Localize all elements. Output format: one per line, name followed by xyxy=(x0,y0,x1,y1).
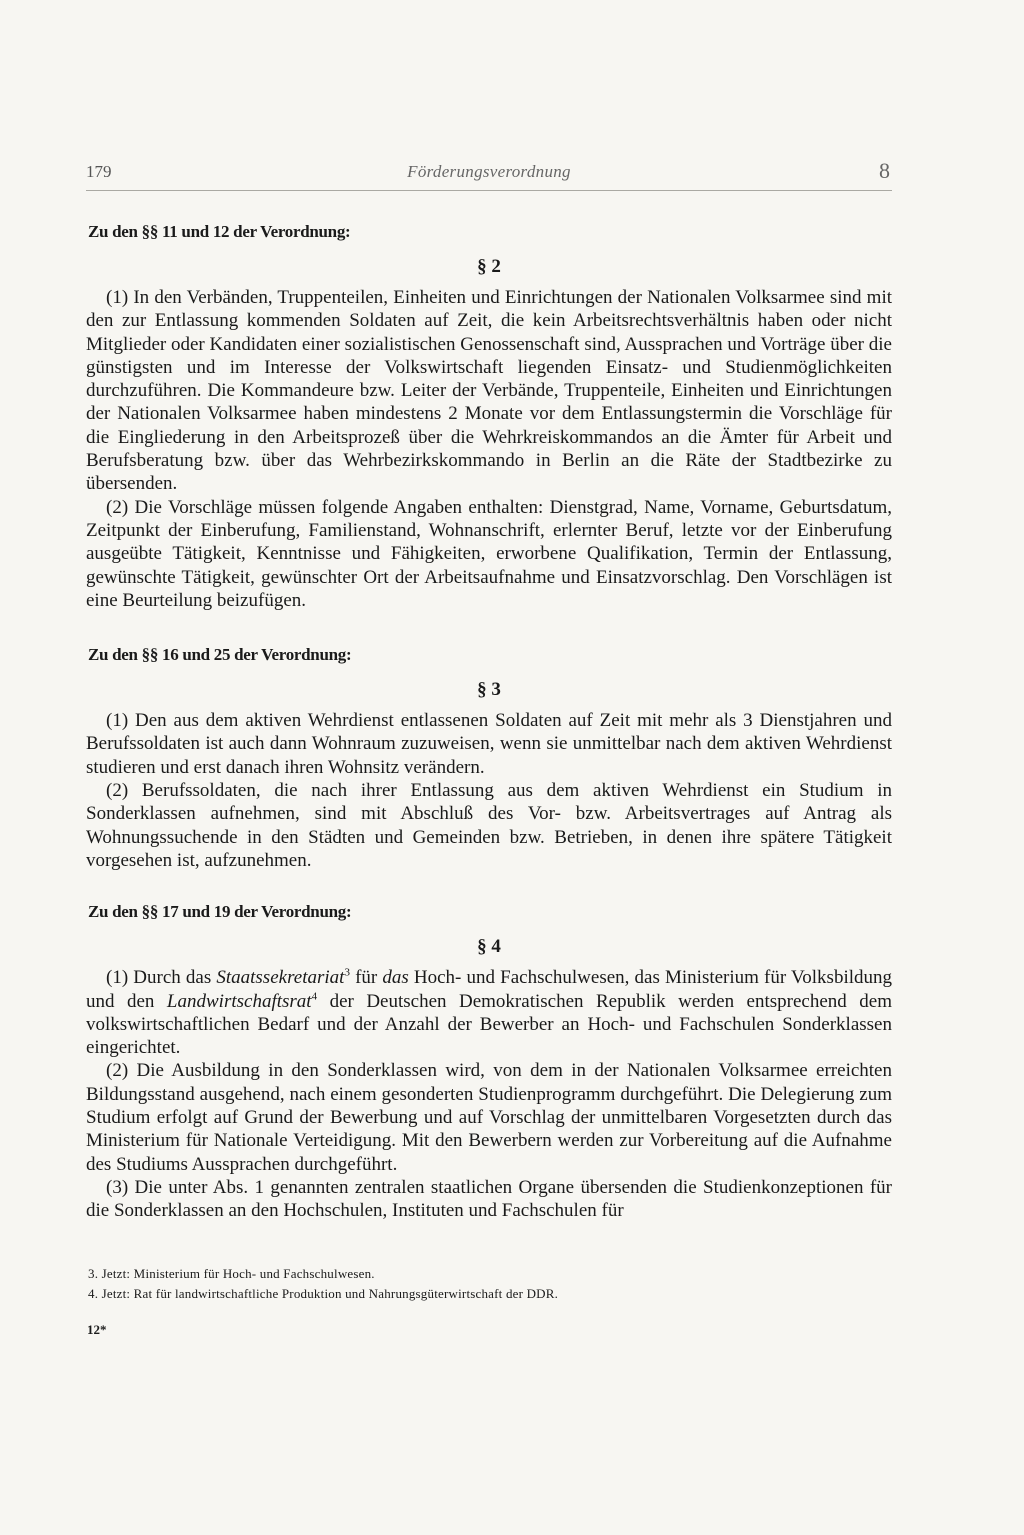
section-para-4 xyxy=(86,902,892,1222)
section-heading: Zu den §§ 11 und 12 der Verordnung: xyxy=(88,222,351,241)
section-heading: Zu den §§ 16 und 25 der Verordnung: xyxy=(88,645,352,665)
body-paragraph xyxy=(86,966,892,1059)
text-run: (1) Durch das xyxy=(106,967,217,989)
chapter-number: 8 xyxy=(879,158,890,183)
italic-term: Staatssekretariat xyxy=(216,967,345,989)
page-number: 179 xyxy=(86,162,112,181)
body-paragraph: (3) Die unter Abs. 1 genannten zentralen staatlichen Organe übersenden die Studienkonzeptionen für die Sonderklassen an den Hochschulen, Instituten und Fachschulen für xyxy=(86,1176,892,1222)
footnote: 3. Jetzt: Ministerium für Hoch- und Fachschulwesen. xyxy=(88,1266,375,1281)
italic-term: Landwirtschaftsrat xyxy=(166,990,312,1012)
body-paragraph: (2) Die Ausbildung in den Sonderklassen wird, von dem in der Nationalen Volksarmee erreichten Bildungsstand ausgehend, nach einem gesonderten Studienprogramm durchgeführt. Die Delegierung zum Studium erfolgt auf Grund der Bewerbung und auf Vorschlag der unmittelbaren Vorgesetzten durch das Ministerium für Nationale Verteidigung. Mit den Bewerbern werden zur Vorbereitung auf die Aufnahme des Studiums Aussprachen durchgeführt. xyxy=(86,1060,892,1175)
body-paragraph: (2) Die Vorschläge müssen folgende Angaben enthalten: Dienstgrad, Name, Vorname, Geburtsdatum, Zeitpunkt der Einberufung, Familienstand, Wohnanschrift, erlernter Beruf, letzte vor der Einberufung ausgeübte Tätigkeit, Kenntnisse und Fähigkeiten, erworbene Qualifikation, Termin der Entlassung, gewünschte Tätigkeit, gewünschter Ort der Arbeitsaufnahme und Einsatzvorschlag. Den Vorschlägen ist eine Beurteilung beizufügen. xyxy=(86,496,892,611)
signature-mark: 12* xyxy=(87,1322,107,1337)
italic-term: das xyxy=(382,967,409,989)
text-run: für xyxy=(349,967,383,989)
section-para-2 xyxy=(86,222,892,612)
paragraph-mark: § 4 xyxy=(477,936,501,958)
text-run: der Deutschen Demokratischen Republik werden entsprechend dem volkswirtschaftlichen Bedarf und der Anzahl der Bewerber an Hoch- und Fachschulen Sonderklassen eingerichtet. xyxy=(86,990,892,1059)
paragraph-mark: § 2 xyxy=(477,256,501,277)
section-heading: Zu den §§ 17 und 19 der Verordnung: xyxy=(88,902,352,922)
page-body xyxy=(86,222,892,1223)
section-para-3 xyxy=(86,645,892,872)
footnote-ref: 3 xyxy=(344,966,350,979)
running-head xyxy=(86,160,892,191)
section-gap xyxy=(86,872,892,902)
footnotes xyxy=(86,1264,892,1304)
footnote-ref: 4 xyxy=(311,990,318,1003)
paragraph-mark: § 3 xyxy=(477,679,501,701)
body-paragraph: (1) Den aus dem aktiven Wehrdienst entlassenen Soldaten auf Zeit mit mehr als 3 Dienstjahren und Berufssoldaten ist auch dann Wohnraum zuzuweisen, wenn sie unmittelbar nach dem aktiven Wehrdienst studieren und erst danach ihren Wohnsitz verändern. xyxy=(86,710,892,778)
section-gap xyxy=(86,612,892,645)
body-paragraph: (2) Berufssoldaten, die nach ihrer Entlassung aus dem aktiven Wehrdienst ein Studium in Sonderklassen aufnehmen, sind mit Abschluß des Vor- bzw. Arbeitsvertrages auf Antrag als Wohnungssuchende in den Städten und Gemeinden bzw. Betrieben, in denen ihre spätere Tätigkeit vorgesehen ist, aufzunehmen. xyxy=(86,780,892,871)
body-paragraph: (1) In den Verbänden, Truppenteilen, Einheiten und Einrichtungen der Nationalen Volksarmee sind mit den zur Entlassung kommenden Soldaten auf Zeit, die kein Arbeitsrechtsverhältnis haben oder nicht Mitglieder oder Kandidaten einer sozialistischen Genossenschaft sind, Aussprachen und Vorträge über die günstigsten und im Interesse der Volkswirtschaft liegenden Einsatz- und Studienmöglichkeiten durchzuführen. Die Kommandeure bzw. Leiter der Verbände, Truppenteile, Einheiten und Einrichtungen der Nationalen Volksarmee haben mindestens 2 Monate vor dem Entlassungstermin die Vorschläge für die Eingliederung in den Arbeitsprozeß über die Wehrkreiskommandos an die Ämter für Arbeit und Berufsberatung bzw. über das Wehrbezirkskommando in Berlin an die Räte der Stadtbezirke zu übersenden. xyxy=(86,287,892,495)
text-run: Hoch- und Fachschulwesen, das Ministerium für Volksbildung und den xyxy=(86,967,893,1012)
footnote: 4. Jetzt: Rat für landwirtschaftliche Produktion und Nahrungsgüterwirtschaft der DDR. xyxy=(88,1286,559,1301)
running-title: Förderungsverordnung xyxy=(407,162,571,181)
